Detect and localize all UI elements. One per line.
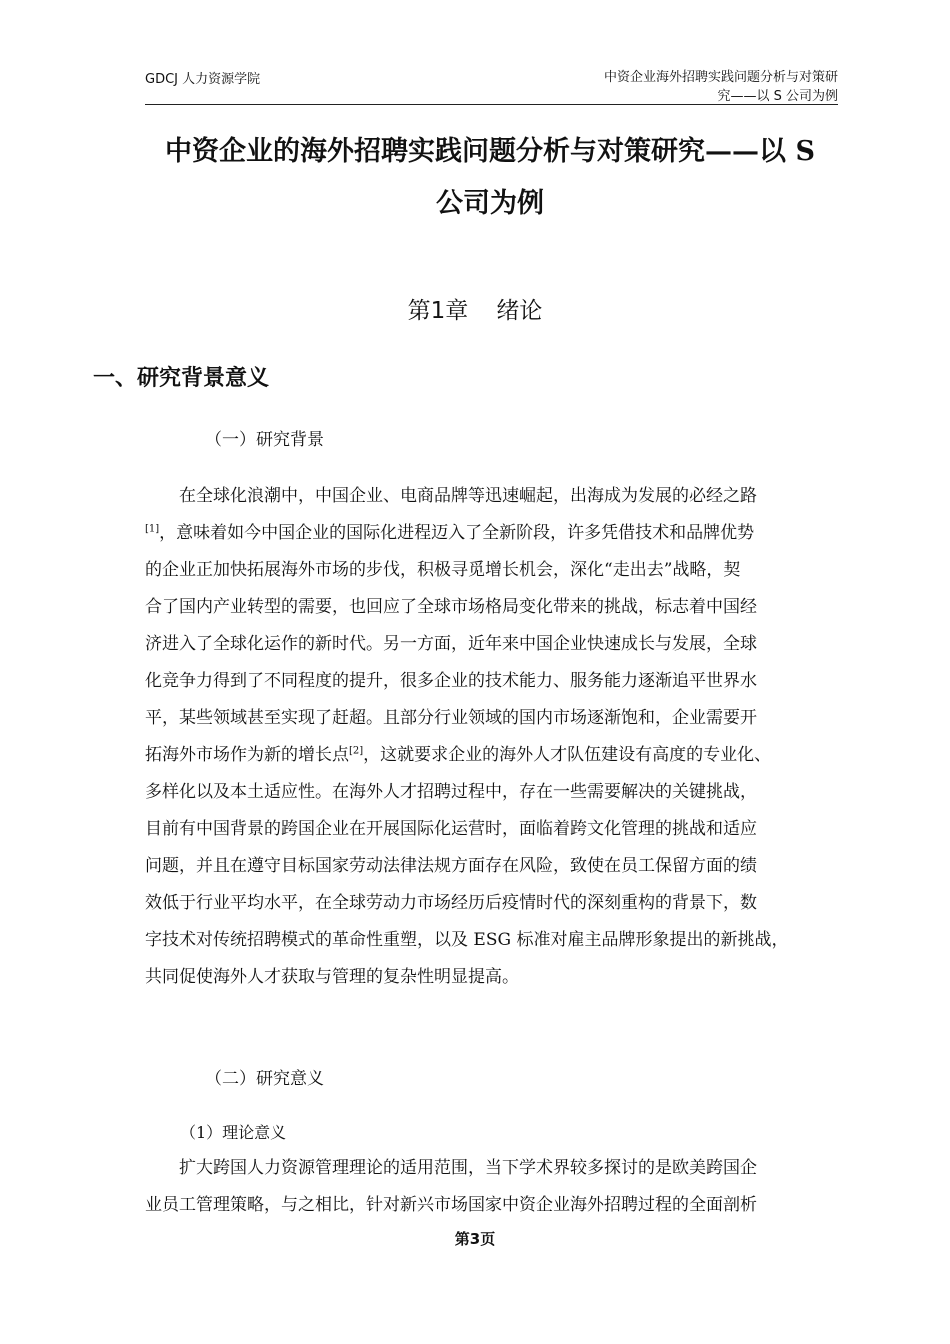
citation-2: [2]	[349, 745, 364, 757]
paragraph-line: 共同促使海外人才获取与管理的复杂性明显提高。	[145, 967, 519, 987]
chapter-name: 绪论	[496, 298, 543, 324]
chapter-number: 第1章	[407, 298, 469, 324]
paper-title-line2: 公司为例	[436, 188, 544, 219]
paragraph-line-text: ，这就要求企业的海外人才队伍建设有高度的专业化、	[363, 745, 772, 765]
chapter-heading	[0, 292, 950, 325]
paragraph-line	[145, 515, 840, 552]
paragraph-line	[145, 737, 840, 774]
paragraph-line: 平，某些领域甚至实现了赶超。且部分行业领域的国内市场逐渐饱和，企业需要开	[145, 708, 757, 728]
paragraph-line-text: ，意味着如今中国企业的国际化进程迈入了全新阶段，许多凭借技术和品牌优势	[159, 523, 755, 543]
paragraph-line: 字技术对传统招聘模式的革命性重塑，以及 ESG 标准对雇主品牌形象提出的新挑战，	[145, 930, 789, 950]
paragraph-line: 济进入了全球化运作的新时代。另一方面，近年来中国企业快速成长与发展，全球	[145, 634, 757, 654]
paragraph-line: 目前有中国背景的跨国企业在开展国际化运营时，面临着跨文化管理的挑战和适应	[145, 819, 757, 839]
paragraph-line: 化竞争力得到了不同程度的提升，很多企业的技术能力、服务能力逐渐追平世界水	[145, 671, 757, 691]
running-header-right-line1: 中资企业海外招聘实践问题分析与对策研	[603, 70, 838, 85]
running-header-right	[548, 68, 838, 106]
paragraph-line: 问题，并且在遵守目标国家劳动法律法规方面存在风险，致使在员工保留方面的绩	[145, 856, 757, 876]
theory-paragraph	[145, 1150, 840, 1224]
running-header-left: GDCJ 人力资源学院	[145, 72, 261, 87]
paragraph-line: 扩大跨国人力资源管理理论的适用范围，当下学术界较多探讨的是欧美跨国企	[179, 1158, 757, 1178]
header-rule	[145, 104, 838, 105]
paragraph-line-text: 拓海外市场作为新的增长点	[145, 745, 349, 765]
subsection-heading-background: （一）研究背景	[205, 430, 324, 450]
citation-1: [1]	[145, 523, 160, 535]
page-number: 第3页	[454, 1230, 496, 1248]
subsection-heading-significance: （二）研究意义	[205, 1069, 324, 1089]
paragraph-line: 在全球化浪潮中，中国企业、电商品牌等迅速崛起，出海成为发展的必经之路	[179, 486, 757, 506]
paragraph-line: 效低于行业平均水平，在全球劳动力市场经历后疫情时代的深刻重构的背景下，数	[145, 893, 757, 913]
section-heading: 一、研究背景意义	[93, 366, 270, 391]
background-paragraph	[145, 478, 840, 996]
paragraph-line: 多样化以及本土适应性。在海外人才招聘过程中，存在一些需要解决的关键挑战，	[145, 782, 757, 802]
paragraph-line: 业员工管理策略，与之相比，针对新兴市场国家中资企业海外招聘过程的全面剖析	[145, 1195, 757, 1215]
paragraph-line: 合了国内产业转型的需要，也回应了全球市场格局变化带来的挑战，标志着中国经	[145, 597, 757, 617]
item-heading-theory: （1）理论意义	[180, 1123, 287, 1142]
paper-title-line1: 中资企业的海外招聘实践问题分析与对策研究——以 S	[165, 136, 815, 167]
paragraph-line: 的企业正加快拓展海外市场的步伐，积极寻觅增长机会，深化“走出去”战略，契	[145, 560, 741, 580]
running-header-right-line2: 究——以 S 公司为例	[717, 89, 838, 104]
